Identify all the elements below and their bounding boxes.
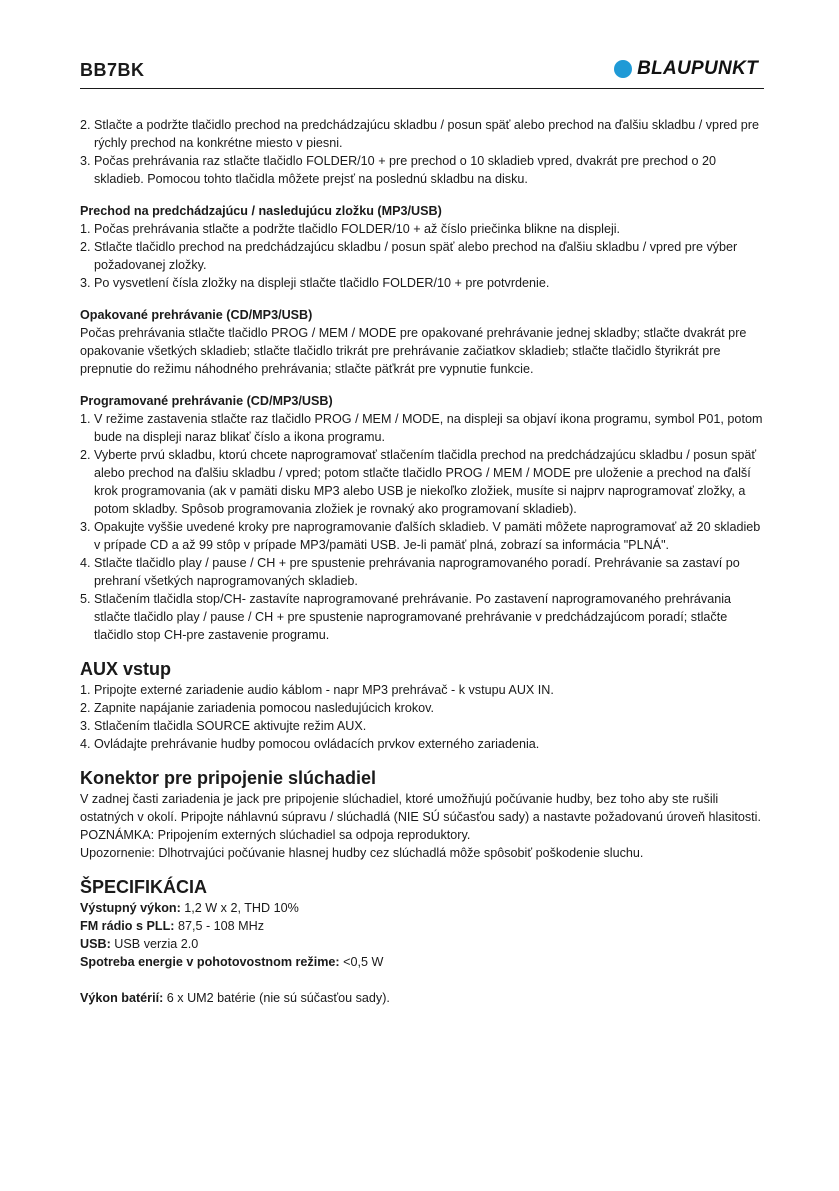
list-item: 4. Ovládajte prehrávanie hudby pomocou ovládacích prvkov externého zariadenia. [80,737,540,751]
list-item: 1. Počas prehrávania stlačte a podržte tlačidlo FOLDER/10 + až číslo priečinka blikne na displeji. [80,222,621,236]
spec-row: USB: USB verzia 2.0 [80,937,199,951]
list-item: 1. Pripojte externé zariadenie audio káblom - napr MP3 prehrávač - k vstupu AUX IN. [80,683,554,697]
program-list [80,410,764,644]
list-item: 3. Opakujte vyššie uvedené kroky pre naprogramovanie ďalších skladieb. V pamäti môžete naprogramovať až 20 skladieb v prípade CD a až 99 stôp v prípade MP3/pamäti USB. Je-li pamäť plná, zobrazí sa informácia "PLNÁ". [80,520,761,552]
brand-dot-icon [614,60,632,78]
list-item: 2. Stlačte tlačidlo prechod na predchádzajúcu skladbu / posun späť alebo prechod na ďalšiu skladbu / vpred pre výber požadovanej zložky. [80,240,738,272]
list-item: 4. Stlačte tlačidlo play / pause / CH + pre spustenie prehrávania naprogramovaného poradí. Prehrávanie sa zastaví po prehraní všetkých naprogramovaných skladieb. [80,556,740,588]
model-name: BB7BK [80,60,145,80]
spec-list [80,899,764,1007]
page-header [80,58,764,89]
list-item: 1. V režime zastavenia stlačte raz tlačidlo PROG / MEM / MODE, na displeji sa objaví ikona programu, symbol P01, potom bude na displeji naraz blikať číslo a ikona programu. [80,412,763,444]
list-item: 5. Stlačením tlačidla stop/CH- zastavíte naprogramované prehrávanie. Po zastavení naprogramovaného prehrávania stlačte tlačidlo play / pause / CH + pre spustenie naprogramované prehrávanie v predchádzajúcom poradí; stlačte tlačidlo stop CH-pre zastavenie programu. [80,592,732,642]
brand-logo [614,58,758,80]
list-item: 2. Stlačte a podržte tlačidlo prechod na predchádzajúcu skladbu / posun späť alebo prechod na ďalšiu skladbu / vpred pre rýchly prechod na konkrétne miesto v piesni. [80,118,759,150]
folder-nav-heading: Prechod na predchádzajúcu / nasledujúcu zložku (MP3/USB) [80,204,442,218]
headphones-text: V zadnej časti zariadenia je jack pre pripojenie slúchadiel, ktoré umožňujú počúvanie hudby, bez toho aby ste rušili ostatných v okolí. Pripojte náhlavnú súpravu / slúchadlá (NIE SÚ súčasťou sady) a nastavte požadovanú úroveň hlasitosti. [80,792,761,824]
program-heading: Programované prehrávanie (CD/MP3/USB) [80,394,333,408]
spec-row: FM rádio s PLL: 87,5 - 108 MHz [80,919,265,933]
aux-heading: AUX vstup [80,659,172,679]
repeat-text: Počas prehrávania stlačte tlačidlo PROG / MEM / MODE pre opakované prehrávanie jednej skladby; stlačte dvakrát pre opakovanie všetkých skladieb; stlačte tlačidlo trikrát pre prehrávanie začiatkov skladieb; stlačte tlačidlo štyrikrát pre prepnutie do režimu náhodného prehrávania; stlačte päťkrát pre vypnutie funkcie. [80,326,747,376]
headphones-heading: Konektor pre pripojenie slúchadiel [80,768,377,788]
headphones-note: POZNÁMKA: Pripojením externých slúchadiel sa odpoja reproduktory. [80,828,471,842]
list-item: 2. Vyberte prvú skladbu, ktorú chcete naprogramovať stlačením tlačidla prechod na predchádzajúcu skladbu / posun späť alebo prechod na ďalšiu skladbu / vpred; potom stlačte tlačidlo PROG / MEM / MODE pre uloženie a prechod na ďalší krok programovania (ak v pamäti disku MP3 alebo USB je niekoľko zložiek, musíte si najprv naprogramovať zložky, a potom skladby. Spôsob programovania zložiek je rovnaký ako programovaní skladieb). [80,448,757,516]
brand-name: BLAUPUNKT [637,58,758,79]
spec-heading: ŠPECIFIKÁCIA [80,877,208,897]
list-item: 3. Po vysvetlení čísla zložky na displeji stlačte tlačidlo FOLDER/10 + pre potvrdenie. [80,276,550,290]
list-item: 3. Počas prehrávania raz stlačte tlačidlo FOLDER/10 + pre prechod o 10 skladieb vpred, dvakrát pre prechod o 20 skladieb. Pomocou tohto tlačidla môžete prejsť na poslednú skladbu na disku. [80,154,716,186]
repeat-heading: Opakované prehrávanie (CD/MP3/USB) [80,308,313,322]
headphones-warning: Upozornenie: Dlhotrvajúci počúvanie hlasnej hudby cez slúchadlá môže spôsobiť poškodenie sluchu. [80,846,644,860]
spec-row: Spotreba energie v pohotovostnom režime: <0,5 W [80,955,384,969]
track-nav-list [80,116,764,188]
document-body [80,116,764,1007]
list-item: 3. Stlačením tlačidla SOURCE aktivujte režim AUX. [80,719,367,733]
list-item: 2. Zapnite napájanie zariadenia pomocou nasledujúcich krokov. [80,701,435,715]
folder-nav-list [80,220,764,292]
spec-battery: Výkon batérií: 6 x UM2 batérie (nie sú súčasťou sady). [80,991,390,1005]
spec-row: Výstupný výkon: 1,2 W x 2, THD 10% [80,901,299,915]
aux-list [80,681,764,753]
